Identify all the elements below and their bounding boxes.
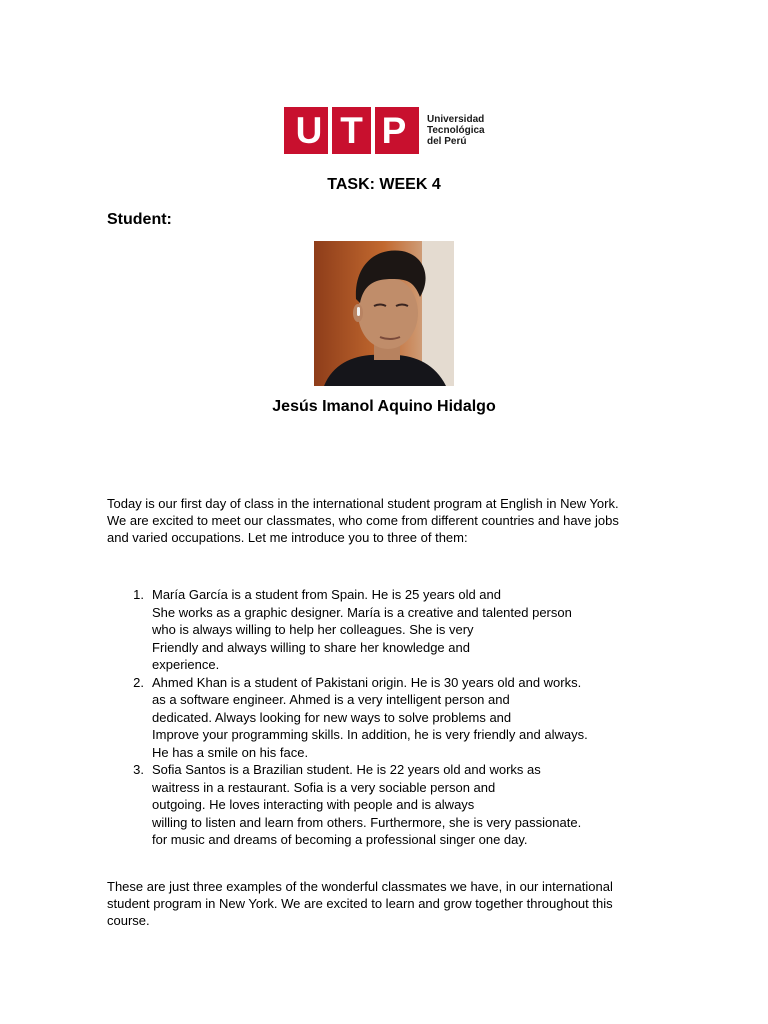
intro-paragraph	[107, 495, 667, 546]
logo-wordmark	[427, 114, 485, 147]
intro-line: Today is our first day of class in the international student program at English in New York.	[107, 496, 619, 511]
portrait-illustration	[314, 241, 454, 386]
logo-text-line: del Perú	[427, 136, 467, 147]
logo-letter-u: U	[295, 110, 323, 151]
logo-letter-t: T	[340, 110, 363, 151]
closing-line: These are just three examples of the wonderful classmates we have, in our international	[107, 879, 613, 894]
list-item-line: He has a smile on his face.	[152, 744, 309, 760]
list-item-line: waitress in a restaurant. Sofia is a very sociable person and	[152, 779, 496, 795]
student-label: Student:	[107, 211, 172, 228]
list-item-line: willing to listen and learn from others. Furthermore, she is very passionate.	[152, 814, 582, 830]
list-item	[107, 674, 667, 762]
student-name: Jesús Imanol Aquino Hidalgo	[272, 398, 496, 415]
student-photo	[314, 241, 454, 386]
utp-logo	[284, 107, 485, 154]
closing-paragraph	[107, 878, 667, 929]
list-item-line: She works as a graphic designer. María is a creative and talented person	[152, 604, 572, 620]
list-item-line: for music and dreams of becoming a professional singer one day.	[152, 832, 528, 847]
closing-line: course.	[107, 913, 150, 928]
list-item-line: dedicated. Always looking for new ways to solve problems and	[152, 709, 512, 725]
logo-box	[284, 107, 419, 154]
list-item	[107, 586, 667, 674]
intro-line: We are excited to meet our classmates, who come from different countries and have jobs	[107, 513, 619, 528]
list-item-line: Improve your programming skills. In addition, he is very friendly and always.	[152, 727, 588, 742]
list-item-line: outgoing. He loves interacting with people and is always	[152, 797, 475, 812]
intro-line: and varied occupations. Let me introduce you to three of them:	[107, 530, 468, 545]
list-item-line: Sofia Santos is a Brazilian student. He is 22 years old and works as	[152, 762, 541, 777]
list-item-line: Friendly and always willing to share her knowledge and	[152, 639, 470, 655]
list-item-line: Ahmed Khan is a student of Pakistani origin. He is 30 years old and works.	[152, 674, 582, 690]
list-item-line: María García is a student from Spain. He is 25 years old and	[152, 587, 502, 602]
logo-text-line: Tecnológica	[427, 125, 485, 136]
list-item-number: 2.	[133, 674, 144, 690]
list-item-number: 1.	[133, 587, 144, 602]
task-title: TASK: WEEK 4	[327, 176, 441, 193]
list-item-line: who is always willing to help her colleagues. She is very	[152, 622, 474, 637]
logo-text-line: Universidad	[427, 114, 485, 125]
logo-letter-p: P	[381, 110, 407, 151]
classmates-list	[107, 586, 667, 849]
list-item-line: as a software engineer. Ahmed is a very intelligent person and	[152, 692, 510, 707]
closing-line: student program in New York. We are excited to learn and grow together throughout this	[107, 896, 613, 911]
list-item	[107, 761, 667, 849]
list-item-line: experience.	[152, 657, 220, 672]
list-item-number: 3.	[133, 762, 144, 777]
